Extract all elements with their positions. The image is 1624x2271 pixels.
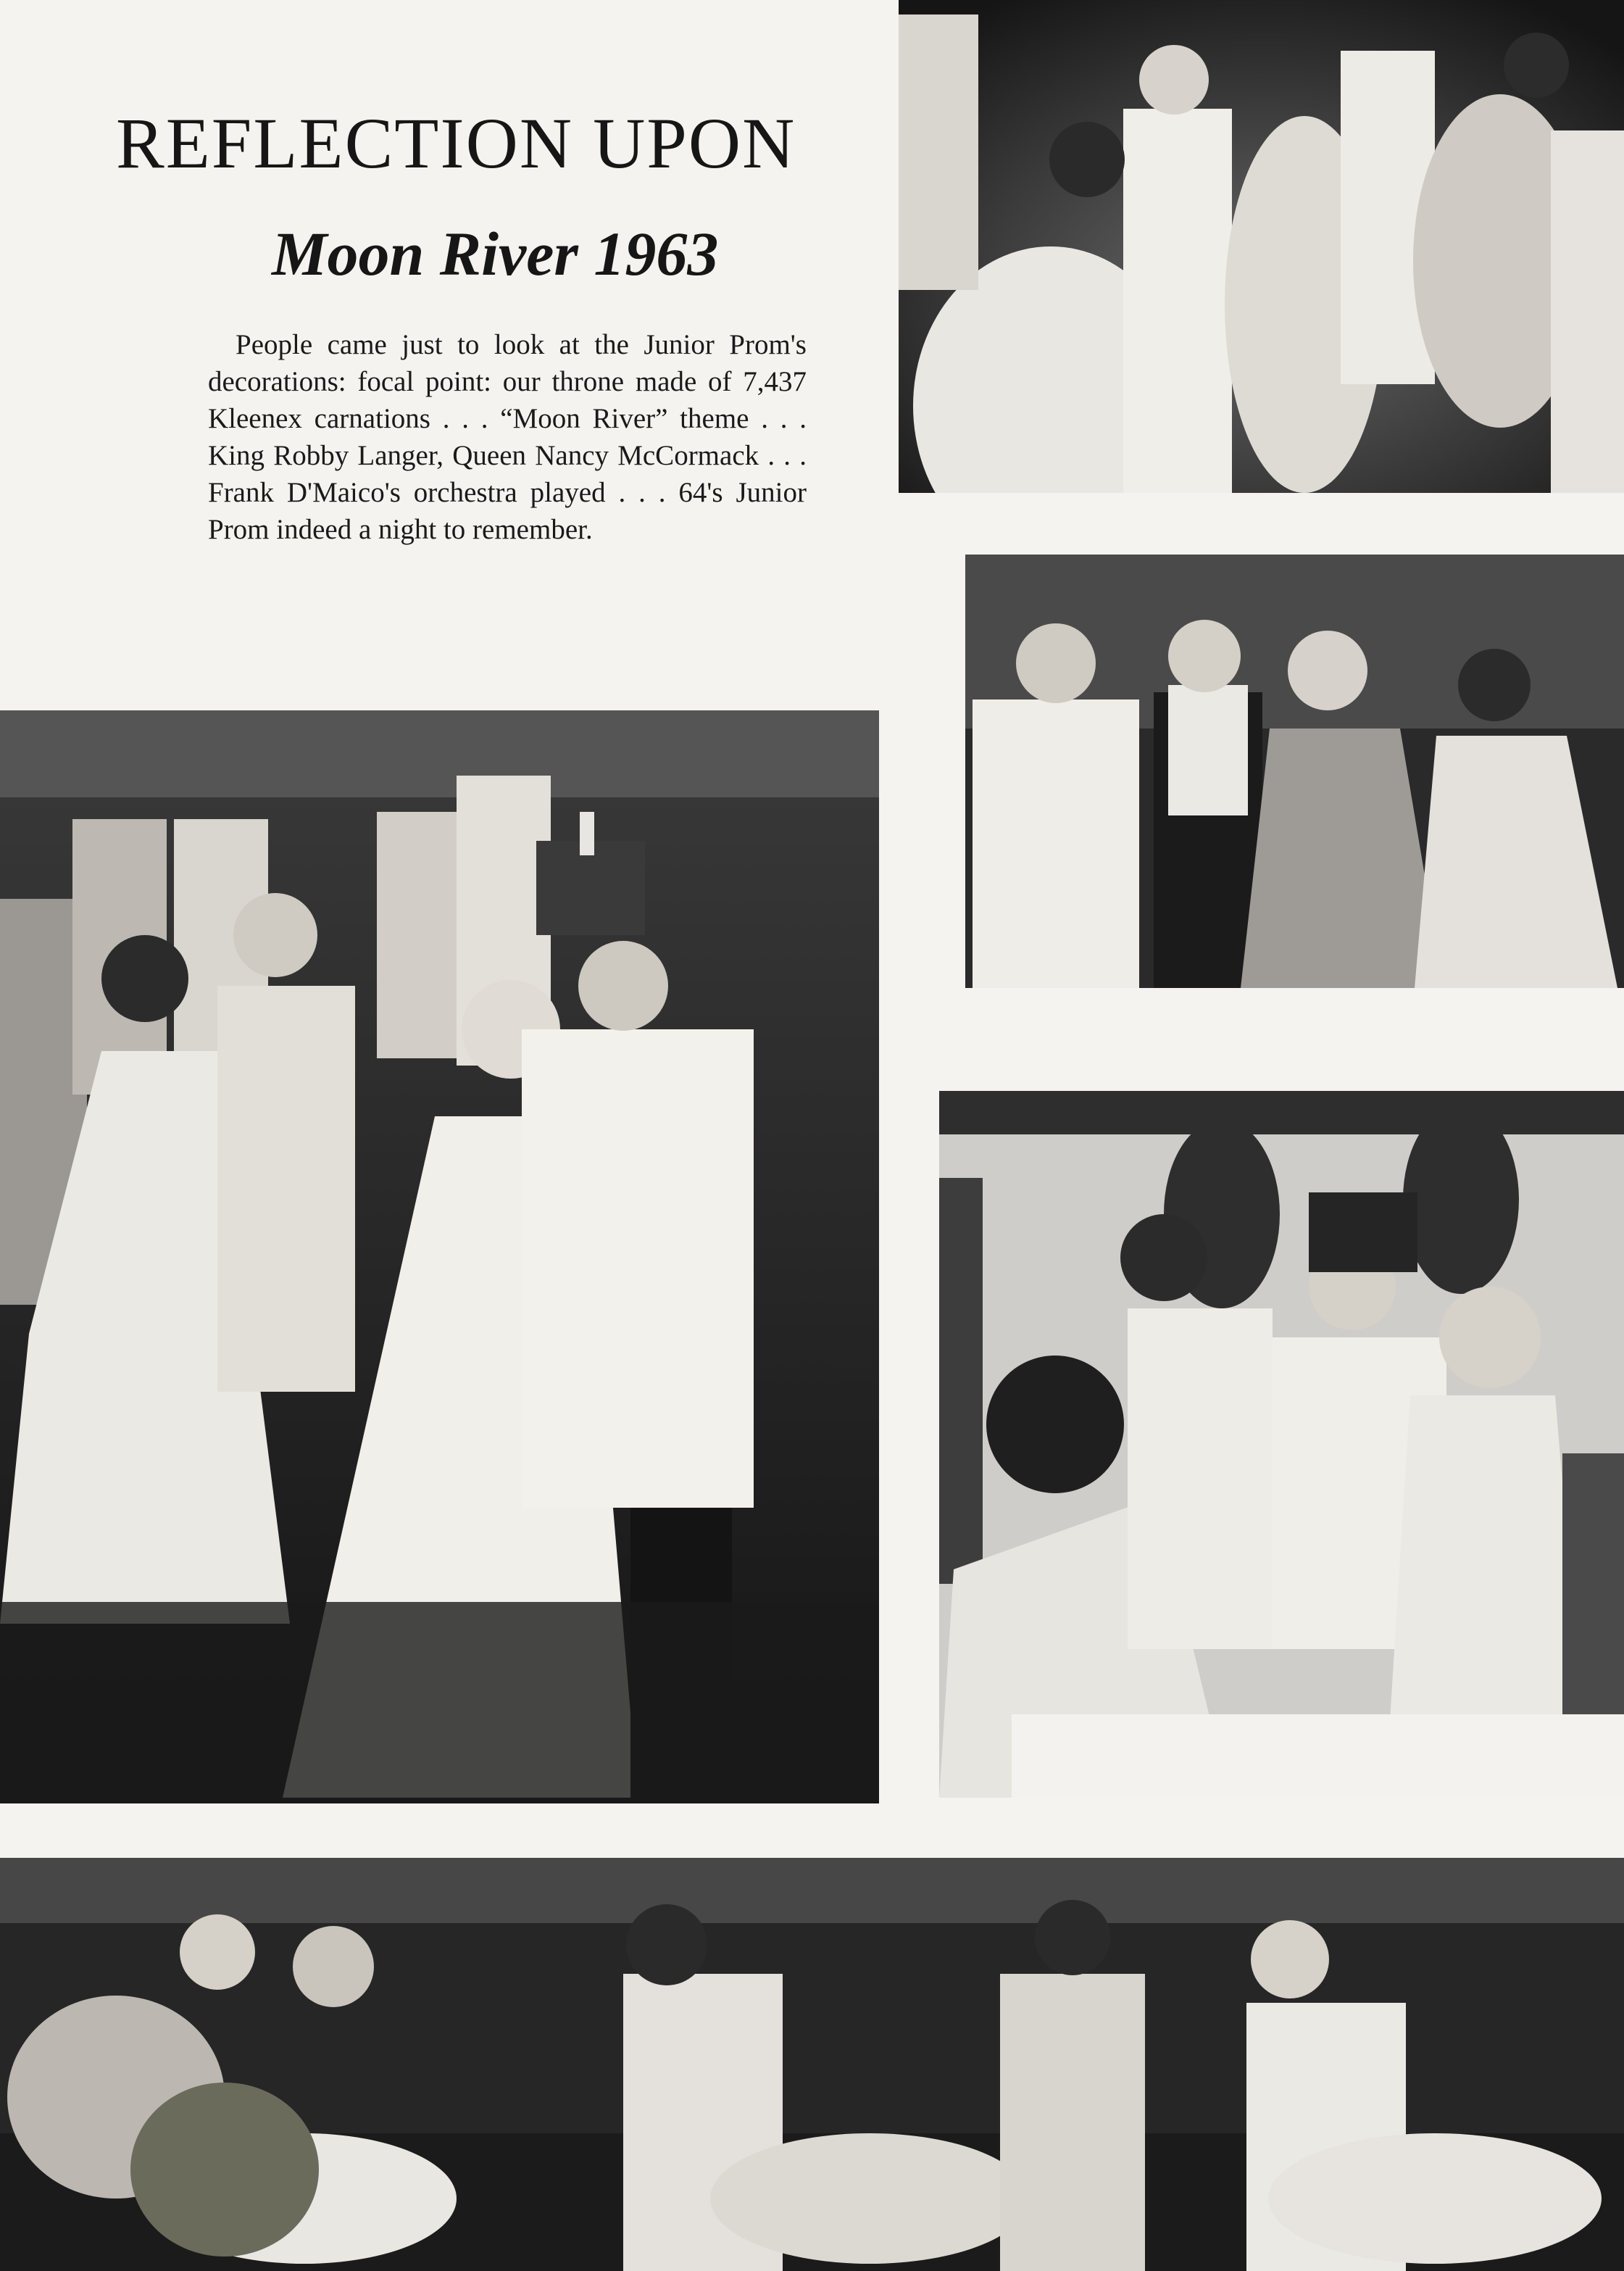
photo-chaperones [965, 555, 1624, 988]
page-subtitle: Moon River 1963 [272, 219, 719, 288]
photo-couples-dancing [899, 0, 1624, 493]
photo-king-queen-dance [0, 710, 879, 1803]
photo-banquet-tables [0, 1858, 1624, 2271]
page-title: REFLECTION UPON [116, 103, 796, 183]
photo-refreshments [939, 1091, 1624, 1798]
article-body: People came just to look at the Junior Prom's decorations: focal point: our throne made of 7,437 Kleenex carnations . . . “Moon River” theme . . . King Robby Langer, Queen Nancy McCormack . . . Frank D'Maico's orchestra played . . . 64's Junior Prom indeed a night to remember. [208, 329, 807, 545]
